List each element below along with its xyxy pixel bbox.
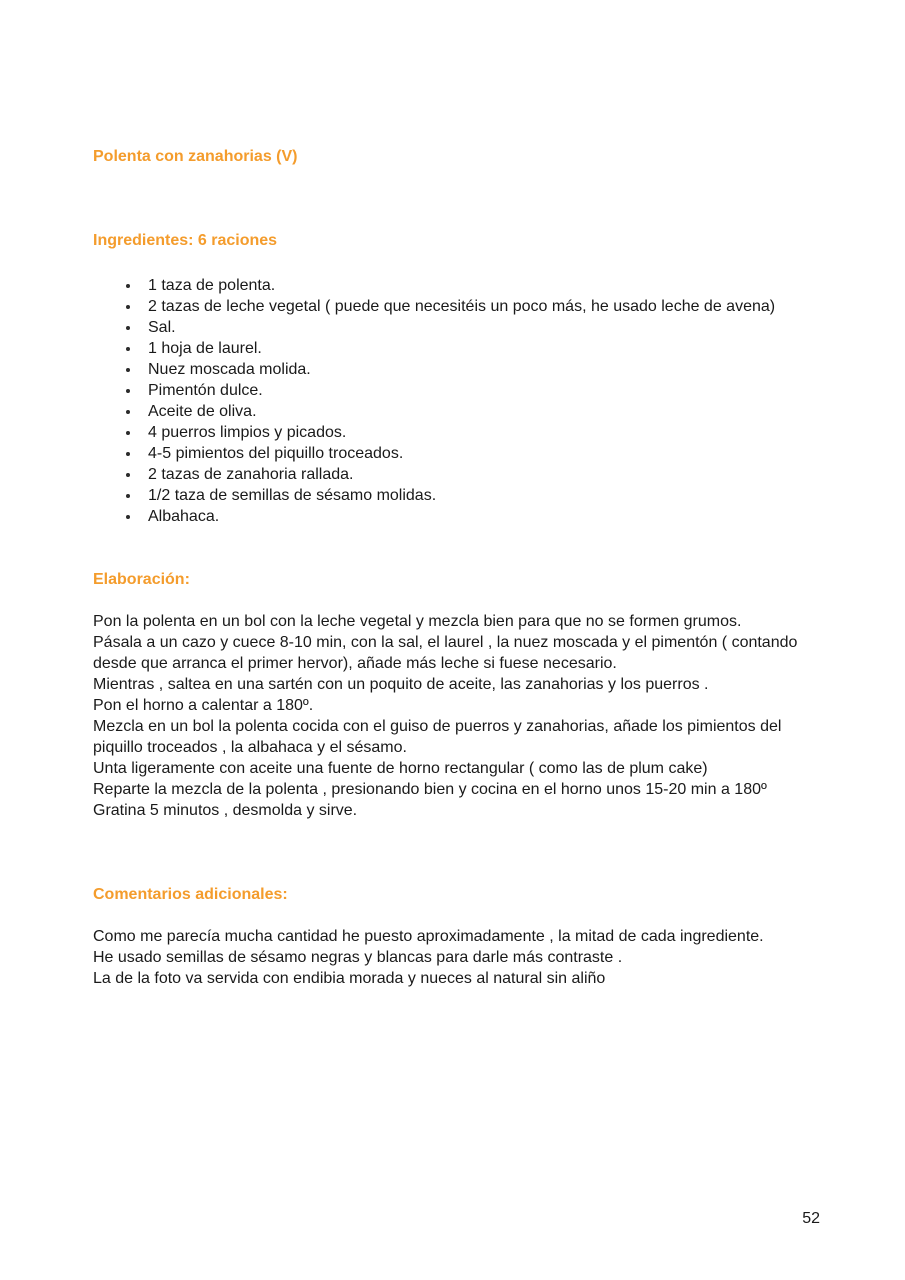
ingredient-item <box>93 506 822 527</box>
bullet-icon <box>126 494 130 498</box>
preparation-heading: Elaboración: <box>93 571 190 588</box>
ingredient-text: Albahaca. <box>148 508 220 525</box>
preparation-paragraph: Mezcla en un bol la polenta cocida con el guiso de puerros y zanahorias, añade los pimientos del piquillo troceados , la albahaca y el sésamo. <box>93 718 782 756</box>
ingredient-text: 1/2 taza de semillas de sésamo molidas. <box>148 487 437 504</box>
comment-paragraph: Como me parecía mucha cantidad he puesto aproximadamente , la mitad de cada ingrediente. <box>93 928 764 945</box>
bullet-icon <box>126 305 130 309</box>
bullet-icon <box>126 347 130 351</box>
ingredient-text: 1 taza de polenta. <box>148 277 276 294</box>
ingredient-item <box>93 485 822 506</box>
bullet-icon <box>126 326 130 330</box>
ingredient-item <box>93 443 822 464</box>
page-content <box>93 0 822 989</box>
ingredient-item <box>93 422 822 443</box>
ingredient-text: 1 hoja de laurel. <box>148 340 262 357</box>
bullet-icon <box>126 410 130 414</box>
ingredient-item <box>93 359 822 380</box>
page-number: 52 <box>802 1210 820 1227</box>
ingredient-item <box>93 317 822 338</box>
preparation-paragraph: Pon la polenta en un bol con la leche vegetal y mezcla bien para que no se formen grumos. <box>93 613 742 630</box>
recipe-title: Polenta con zanahorias (V) <box>93 148 298 165</box>
ingredients-heading: Ingredientes: 6 raciones <box>93 232 278 249</box>
preparation-paragraph: Unta ligeramente con aceite una fuente de horno rectangular ( como las de plum cake) <box>93 760 708 777</box>
comment-paragraph: He usado semillas de sésamo negras y blancas para darle más contraste . <box>93 949 623 966</box>
ingredient-text: 2 tazas de zanahoria rallada. <box>148 466 354 483</box>
comments-heading: Comentarios adicionales: <box>93 886 288 903</box>
ingredient-item <box>93 296 822 317</box>
preparation-paragraph: Reparte la mezcla de la polenta , presionando bien y cocina en el horno unos 15-20 min a 180º <box>93 781 767 798</box>
ingredient-text: Aceite de oliva. <box>148 403 257 420</box>
ingredient-item <box>93 275 822 296</box>
preparation-paragraph: Mientras , saltea en una sartén con un poquito de aceite, las zanahorias y los puerros . <box>93 676 709 693</box>
preparation-paragraph: Gratina 5 minutos , desmolda y sirve. <box>93 802 358 819</box>
ingredient-item <box>93 464 822 485</box>
bullet-icon <box>126 284 130 288</box>
ingredient-item <box>93 380 822 401</box>
ingredients-list <box>93 275 822 527</box>
preparation-paragraph: Pásala a un cazo y cuece 8-10 min, con la sal, el laurel , la nuez moscada y el pimentón ( contando desde que arranca el primer hervor), añade más leche si fuese necesario. <box>93 634 798 672</box>
ingredient-text: Nuez moscada molida. <box>148 361 311 378</box>
bullet-icon <box>126 389 130 393</box>
ingredient-text: 2 tazas de leche vegetal ( puede que necesitéis un poco más, he usado leche de avena) <box>148 298 776 315</box>
comment-paragraph: La de la foto va servida con endibia morada y nueces al natural sin aliño <box>93 970 606 987</box>
bullet-icon <box>126 515 130 519</box>
bullet-icon <box>126 473 130 477</box>
bullet-icon <box>126 452 130 456</box>
comments-text <box>93 926 822 989</box>
ingredient-item <box>93 338 822 359</box>
bullet-icon <box>126 368 130 372</box>
ingredient-text: Pimentón dulce. <box>148 382 263 399</box>
preparation-paragraph: Pon el horno a calentar a 180º. <box>93 697 314 714</box>
ingredient-text: 4 puerros limpios y picados. <box>148 424 347 441</box>
ingredient-text: 4-5 pimientos del piquillo troceados. <box>148 445 404 462</box>
bullet-icon <box>126 431 130 435</box>
ingredient-text: Sal. <box>148 319 176 336</box>
ingredient-item <box>93 401 822 422</box>
preparation-text <box>93 611 822 821</box>
